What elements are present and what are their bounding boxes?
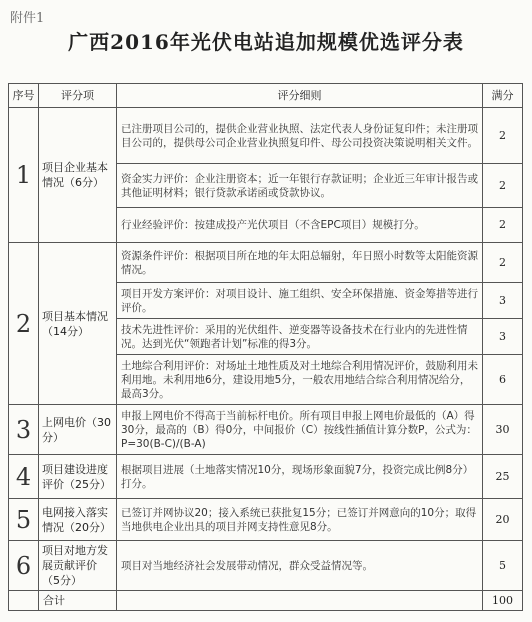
total-detail-cell [117, 591, 483, 611]
total-score: 100 [483, 591, 523, 611]
table-row [9, 499, 523, 541]
criteria-score: 25 [483, 455, 523, 499]
criteria-score: 20 [483, 499, 523, 541]
criteria-detail: 项目对当地经济社会发展带动情况，群众受益情况等。 [117, 541, 483, 591]
criteria-detail: 土地综合利用评价：对场址土地性质及对土地综合利用情况评价，鼓励利用未利用地。未利用地6分，建设用地5分，一般农用地结合综合利用情况给分，最高3分。 [117, 355, 483, 405]
criteria-detail: 项目开发方案评价：对项目设计、施工组织、安全环保措施、资金筹措等进行评价。 [117, 283, 483, 319]
group-number: 5 [9, 499, 39, 541]
criteria-detail: 根据项目进展（土地落实情况10分，现场形象面貌7分，投资完成比例8分）打分。 [117, 455, 483, 499]
group-number: 6 [9, 541, 39, 591]
criteria-score: 6 [483, 355, 523, 405]
criteria-detail: 已注册项目公司的，提供企业营业执照、法定代表人身份证复印件；未注册项目公司的，提供母公司企业营业执照复印件、母公司投资决策说明相关文件。 [117, 108, 483, 164]
criteria-score: 3 [483, 283, 523, 319]
group-item: 项目基本情况（14分） [39, 243, 117, 405]
group-number: 4 [9, 455, 39, 499]
criteria-detail: 资金实力评价：企业注册资本；近一年银行存款证明；企业近三年审计报告或其他证明材料；银行贷款承诺函或贷款协议。 [117, 164, 483, 208]
total-label: 合计 [39, 591, 117, 611]
group-number: 3 [9, 405, 39, 455]
group-number: 1 [9, 108, 39, 243]
group-item: 项目建设进度评价（25分） [39, 455, 117, 499]
header-no: 序号 [9, 84, 39, 108]
table-row [9, 108, 523, 164]
header-score: 满分 [483, 84, 523, 108]
criteria-detail: 行业经验评价：按建成投产光伏项目（不含EPC项目）规模打分。 [117, 208, 483, 243]
criteria-score: 30 [483, 405, 523, 455]
scoring-table [8, 83, 523, 611]
group-item: 项目企业基本情况（6分） [39, 108, 117, 243]
total-no-cell [9, 591, 39, 611]
group-item: 项目对地方发展贡献评价（5分） [39, 541, 117, 591]
document-title: 广西2016年光伏电站追加规模优选评分表 [68, 30, 464, 54]
criteria-score: 2 [483, 164, 523, 208]
group-item: 上网电价（30分） [39, 405, 117, 455]
table-row [9, 405, 523, 455]
criteria-detail: 已签订并网协议20；接入系统已获批复15分；已签订并网意向的10分；取得当地供电企业出具的项目并网支持性意见8分。 [117, 499, 483, 541]
attachment-label: 附件1 [10, 11, 45, 26]
criteria-detail: 申报上网电价不得高于当前标杆电价。所有项目申报上网电价最低的（A）得30分，最高的（B）得0分，中间报价（C）按线性插值计算分数P，公式为：P=30(B-C)/(B-A) [117, 405, 483, 455]
table-row [9, 541, 523, 591]
table-row [9, 243, 523, 283]
criteria-score: 5 [483, 541, 523, 591]
criteria-score: 2 [483, 108, 523, 164]
header-detail: 评分细则 [117, 84, 483, 108]
criteria-score: 3 [483, 319, 523, 355]
header-item: 评分项 [39, 84, 117, 108]
criteria-detail: 技术先进性评价：采用的光伏组件、逆变器等设备技术在行业内的先进性情况。达到光伏“领跑者计划”标准的得3分。 [117, 319, 483, 355]
total-row [9, 591, 523, 611]
table-row [9, 455, 523, 499]
group-number: 2 [9, 243, 39, 405]
criteria-score: 2 [483, 243, 523, 283]
criteria-detail: 资源条件评价：根据项目所在地的年太阳总辐射，年日照小时数等太阳能资源情况。 [117, 243, 483, 283]
criteria-score: 2 [483, 208, 523, 243]
group-item: 电网接入落实情况（20分） [39, 499, 117, 541]
table-header-row [9, 84, 523, 108]
